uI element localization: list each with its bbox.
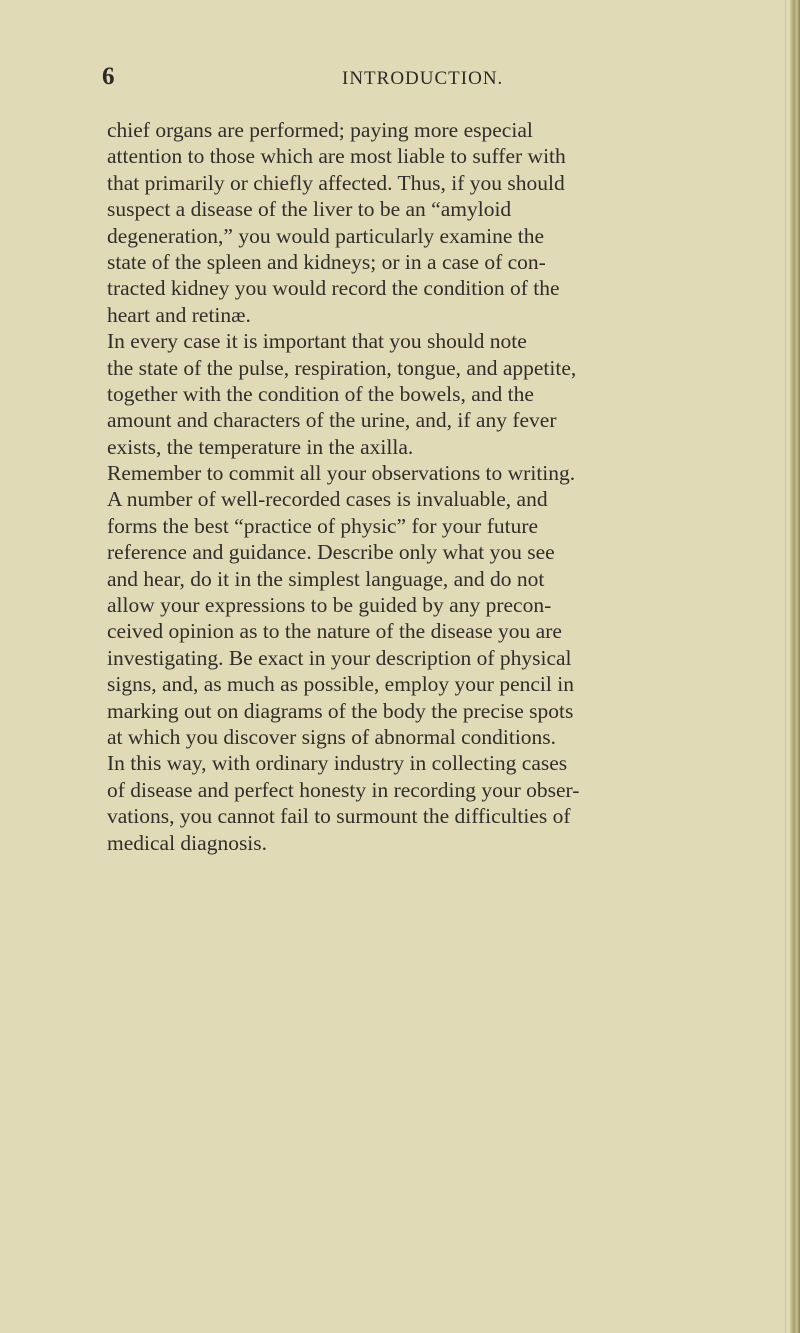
text-line: reference and guidance. Describe only what you see <box>107 540 555 565</box>
text-line: A number of well-recorded cases is invaluable, and <box>107 487 548 512</box>
text-line: Remember to commit all your observations to writing. <box>107 461 576 486</box>
text-line: tracted kidney you would record the condition of the <box>107 276 560 301</box>
text-line: state of the spleen and kidneys; or in a case of con- <box>107 249 546 274</box>
text-line: allow your expressions to be guided by any precon- <box>107 593 552 618</box>
text-line: medical diagnosis. <box>107 830 268 855</box>
text-line: In this way, with ordinary industry in collecting cases <box>107 751 568 776</box>
text-line: heart and retinæ. <box>107 302 251 327</box>
running-head: INTRODUCTION. <box>342 68 504 89</box>
text-line: amount and characters of the urine, and, if any fever <box>107 408 557 433</box>
body-text <box>107 117 787 856</box>
text-line: together with the condition of the bowels, and the <box>107 381 534 406</box>
text-line: marking out on diagrams of the body the precise spots <box>107 698 574 723</box>
text-line: chief organs are performed; paying more especial <box>107 118 533 142</box>
text-line: exists, the temperature in the axilla. <box>107 434 414 459</box>
page-edge-shadow <box>790 0 800 1333</box>
text-line: that primarily or chiefly affected. Thus, if you should <box>107 170 565 195</box>
text-line: of disease and perfect honesty in recording your obser- <box>107 777 580 802</box>
page-header <box>102 60 782 94</box>
text-line: and hear, do it in the simplest language, and do not <box>107 566 545 591</box>
page-number: 6 <box>102 63 115 90</box>
text-line: ceived opinion as to the nature of the disease you are <box>107 619 562 644</box>
text-line: In every case it is important that you should note <box>107 329 527 354</box>
text-line: the state of the pulse, respiration, tongue, and appetite, <box>107 355 577 380</box>
text-line: forms the best “practice of physic” for your future <box>107 513 539 538</box>
text-line: signs, and, as much as possible, employ your pencil in <box>107 672 574 697</box>
text-line: attention to those which are most liable to suffer with <box>107 144 566 169</box>
text-line: vations, you cannot fail to surmount the difficulties of <box>107 804 571 829</box>
text-line: degeneration,” you would particularly examine the <box>107 223 545 248</box>
text-line: investigating. Be exact in your description of physical <box>107 645 572 670</box>
text-line: suspect a disease of the liver to be an “amyloid <box>107 197 512 222</box>
text-line: at which you discover signs of abnormal conditions. <box>107 724 557 749</box>
